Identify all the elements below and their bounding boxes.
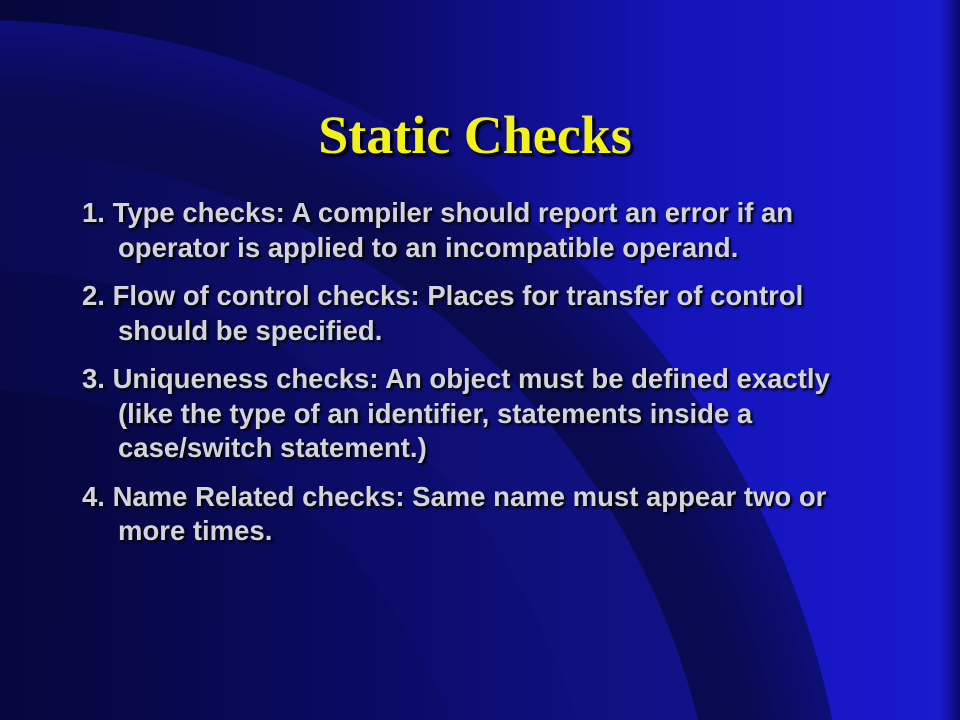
list-item: 2. Flow of control checks: Places for transfer of control should be specified. — [82, 280, 804, 346]
list-item: 1. Type checks: A compiler should report an error if an operator is applied to an incompatible operand. — [82, 197, 794, 263]
list-item: 3. Uniqueness checks: An object must be defined exactly (like the type of an identifier, statements inside a case/switch statement.) — [82, 363, 830, 463]
slide-title: Static Checks — [318, 105, 632, 165]
checks-list — [82, 196, 872, 563]
list-item: 4. Name Related checks: Same name must appear two or more times. — [82, 480, 827, 546]
